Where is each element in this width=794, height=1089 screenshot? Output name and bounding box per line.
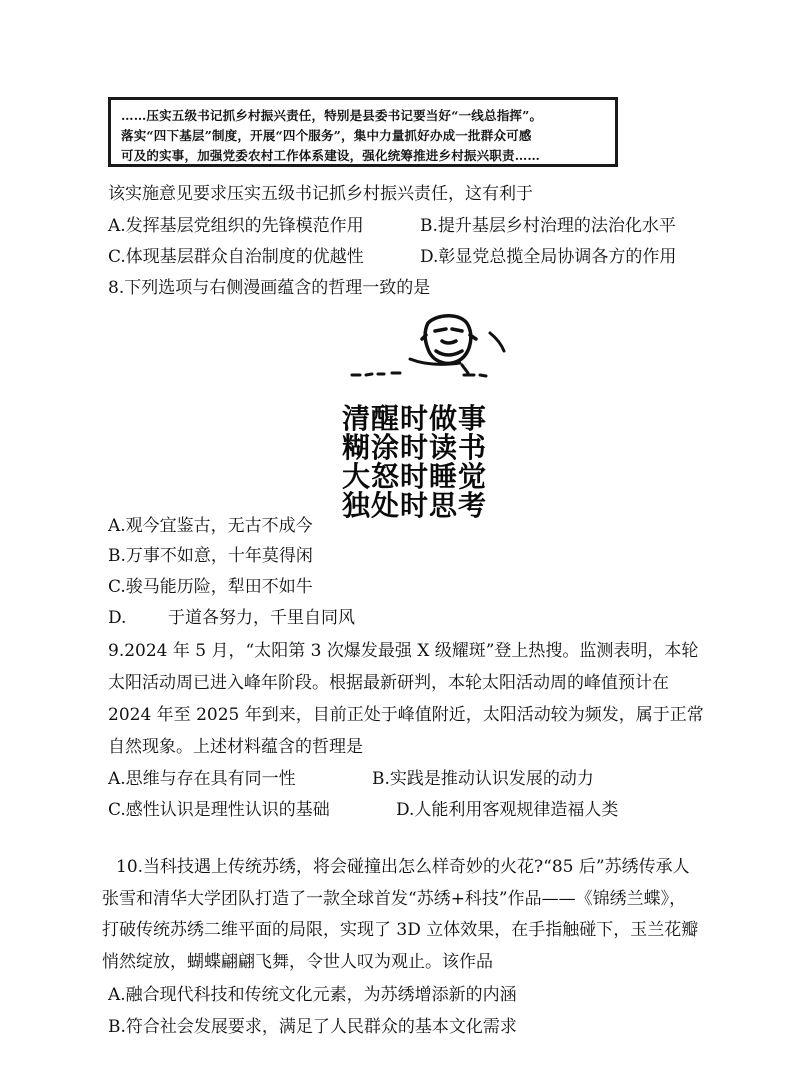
q10-line-4: 悄然绽放，蝴蝶翩翩飞舞，令世人叹为观止。该作品 [102, 952, 493, 972]
q9-line-3: 2024 年至 2025 年到来，目前正处于峰值附近，太阳活动较为频发，属于正常 [108, 705, 704, 725]
q9-line-4: 自然现象。上述材料蕴含的哲理是 [108, 737, 363, 757]
q9-line-2: 太阳活动周已进入峰年阶段。根据最新研判，本轮太阳活动周的峰值预计在 [108, 673, 669, 693]
q8-option-d-letter: D. [108, 608, 127, 628]
q7-option-a: A.发挥基层党组织的先锋模范作用 [108, 216, 364, 236]
q7-stem: 该实施意见要求压实五级书记抓乡村振兴责任，这有利于 [108, 184, 533, 204]
quote-line-3: 可及的实事，加强党委农村工作体系建设，强化统筹推进乡村振兴职责…… [121, 148, 541, 163]
quote-line-1: ……压实五级书记抓乡村振兴责任，特别是县委书记要当好“一线总指挥”。 [121, 108, 543, 123]
cartoon-head [422, 316, 476, 364]
q8-option-a: A.观今宜鉴古，无古不成今 [108, 516, 313, 536]
q8-option-b: B.万事不如意，十年莫得闲 [108, 546, 313, 566]
cartoon-line-3: 大怒时睡觉 [342, 460, 488, 493]
q8-option-c: C.骏马能历险，犁田不如牛 [108, 577, 313, 597]
q9-option-b: B.实践是推动认识发展的动力 [372, 769, 594, 789]
q9-option-c: C.感性认识是理性认识的基础 [108, 800, 330, 820]
q10-line-1: 10.当科技遇上传统苏绣，将会碰撞出怎么样奇妙的火花?“85 后”苏绣传承人 [116, 857, 690, 877]
q10-line-3: 打破传统苏绣二维平面的局限，实现了 3D 立体效果，在手指触碰下，玉兰花瓣 [102, 920, 699, 940]
q7-option-d: D.彰显党总揽全局协调各方的作用 [420, 247, 677, 267]
cartoon-caption [342, 404, 538, 520]
q10-option-a: A.融合现代科技和传统文化元素，为苏绣增添新的内涵 [108, 985, 517, 1005]
q9-option-a: A.思维与存在具有同一性 [108, 769, 296, 789]
q9-option-d: D.人能利用客观规律造福人类 [396, 800, 619, 820]
cartoon-line-1: 清醒时做事 [342, 402, 488, 435]
cartoon-ground [352, 373, 486, 376]
q10-line-2: 张雪和清华大学团队打造了一款全球首发“苏绣+科技”作品——《锦绣兰蝶》， [102, 889, 687, 909]
q10-option-b: B.符合社会发展要求，满足了人民群众的基本文化需求 [108, 1017, 517, 1037]
quote-box [108, 97, 618, 167]
cartoon-line-4: 独处时思考 [342, 489, 488, 522]
quote-line-2: 落实“四下基层”制度，开展“四个服务”，集中力量抓好办成一批群众可感 [121, 128, 532, 143]
q7-option-b: B.提升基层乡村治理的法治化水平 [420, 216, 676, 236]
cartoon-line-2: 糊涂时读书 [342, 431, 488, 464]
q8-stem: 8.下列选项与右侧漫画蕴含的哲理一致的是 [108, 278, 431, 298]
q8-option-d-text: 于道各努力，千里自同风 [168, 608, 355, 628]
q9-line-1: 9.2024 年 5 月，“太阳第 3 次爆发最强 X 级耀斑”登上热搜。监测表明，本轮 [108, 641, 699, 661]
q7-option-c: C.体现基层群众自治制度的优越性 [108, 247, 364, 267]
